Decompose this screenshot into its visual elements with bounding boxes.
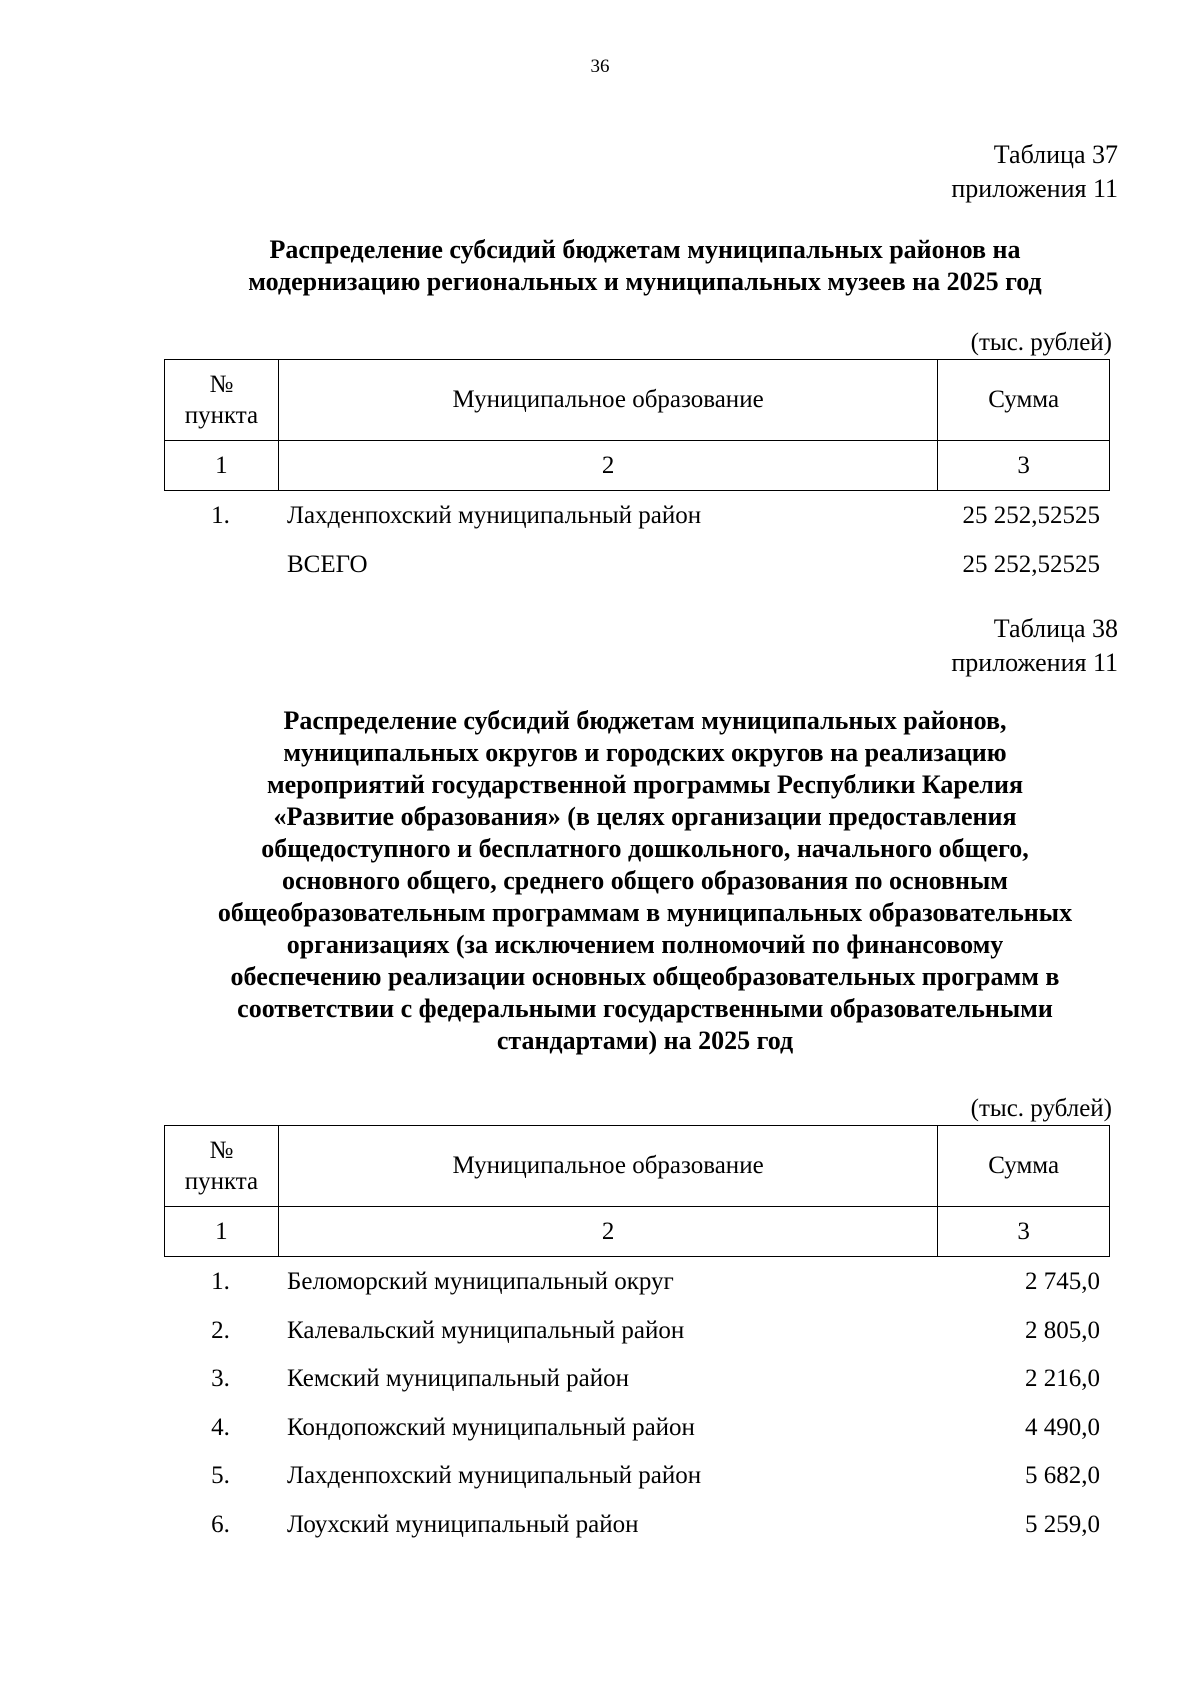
- table37-colnum-2: 2: [278, 441, 937, 491]
- table38-title-line: основного общего, среднего общего образования по основным: [282, 866, 1008, 895]
- row-num: 1.: [211, 502, 230, 529]
- table37-title-line: модернизацию региональных и муниципальных музеев на 2025 год: [248, 267, 1042, 296]
- table-row: [164, 1406, 1110, 1455]
- table38-title-line: организациях (за исключением полномочий по финансовому: [286, 930, 1004, 959]
- header-num-label: пункта: [184, 1168, 259, 1195]
- table37-title: [165, 234, 1125, 298]
- table-row: [164, 1260, 1110, 1309]
- table38-colnum-3: 3: [938, 1207, 1110, 1257]
- row-sum: 2 216,0: [1025, 1365, 1100, 1392]
- row-municipality: Кондопожский муниципальный район: [287, 1413, 695, 1441]
- row-municipality: Лоухский муниципальный район: [287, 1510, 639, 1538]
- table-row: [164, 1454, 1110, 1503]
- table37-header-num: [165, 360, 279, 441]
- table38-title-line: стандартами) на 2025 год: [496, 1026, 794, 1055]
- table38-title: [165, 705, 1125, 1057]
- header-num-symbol: №: [209, 1137, 234, 1164]
- row-sum: 25 252,52525: [962, 502, 1100, 529]
- row-num: 5.: [211, 1462, 230, 1489]
- row-num: 3.: [211, 1365, 230, 1392]
- table38-header-num: [165, 1126, 279, 1207]
- table38-colnum-1: 1: [165, 1207, 279, 1257]
- table38-title-line: общеобразовательным программам в муниципальных образовательных: [217, 898, 1073, 927]
- table37-colnum-3: 3: [938, 441, 1110, 491]
- table37-caption: [951, 138, 1118, 206]
- table37-title-line: Распределение субсидий бюджетам муниципальных районов на: [269, 235, 1021, 264]
- table37-caption-appendix: приложения 11: [951, 174, 1118, 203]
- table38-caption-appendix: приложения 11: [951, 648, 1118, 677]
- table37-header-sum: Сумма: [938, 360, 1110, 441]
- row-municipality: Лахденпохский муниципальный район: [287, 502, 702, 529]
- table38-header: [164, 1125, 1110, 1257]
- table38-title-line: Распределение субсидий бюджетам муниципальных районов,: [283, 706, 1007, 735]
- table37-body: [164, 494, 1110, 591]
- table38-title-line: муниципальных округов и городских округов на реализацию: [283, 738, 1007, 767]
- table-row: [164, 494, 1110, 543]
- row-sum: 5 682,0: [1025, 1462, 1100, 1489]
- table38-caption: [951, 612, 1118, 680]
- table37-caption-number: Таблица 37: [993, 140, 1118, 169]
- table-row: [164, 1357, 1110, 1406]
- row-municipality: Кемский муниципальный район: [287, 1365, 629, 1392]
- header-num-label: пункта: [184, 402, 259, 429]
- table38-body: [164, 1260, 1110, 1551]
- table38-title-line: мероприятий государственной программы Республики Карелия: [266, 770, 1024, 799]
- table-row-total: [164, 543, 1110, 592]
- row-num: 2.: [211, 1316, 230, 1344]
- table38-title-line: «Развитие образования» (в целях организации предоставления: [273, 802, 1017, 831]
- row-sum: 25 252,52525: [962, 550, 1100, 578]
- row-num: 4.: [211, 1413, 230, 1441]
- row-municipality: Калевальский муниципальный район: [287, 1316, 685, 1344]
- page-number: 36: [590, 56, 610, 77]
- header-num-symbol: №: [209, 371, 234, 398]
- row-sum: 2 745,0: [1025, 1268, 1100, 1295]
- table38-header-sum: Сумма: [938, 1126, 1110, 1207]
- table37-units: (тыс. рублей): [970, 329, 1112, 356]
- row-municipality: ВСЕГО: [287, 550, 368, 578]
- table38-title-line: соответствии с федеральными государственными образовательными: [237, 994, 1053, 1023]
- row-num: 6.: [211, 1510, 230, 1538]
- row-sum: 5 259,0: [1025, 1510, 1100, 1538]
- table37-colnum-1: 1: [165, 441, 279, 491]
- row-num: 1.: [211, 1268, 230, 1295]
- row-sum: 4 490,0: [1025, 1413, 1100, 1441]
- row-municipality: Лахденпохский муниципальный район: [287, 1462, 702, 1489]
- table38-units: (тыс. рублей): [970, 1095, 1112, 1122]
- table37-header: [164, 359, 1110, 491]
- table38-title-line: общедоступного и бесплатного дошкольного, начального общего,: [261, 834, 1029, 863]
- table-row: [164, 1309, 1110, 1358]
- row-sum: 2 805,0: [1025, 1316, 1100, 1344]
- table38-title-line: обеспечению реализации основных общеобразовательных программ в: [230, 962, 1060, 991]
- table38-caption-number: Таблица 38: [993, 614, 1118, 643]
- table38-colnum-2: 2: [278, 1207, 937, 1257]
- row-municipality: Беломорский муниципальный округ: [287, 1268, 674, 1295]
- table37-header-municipality: Муниципальное образование: [278, 360, 937, 441]
- table-row: [164, 1503, 1110, 1552]
- table38-header-municipality: Муниципальное образование: [278, 1126, 937, 1207]
